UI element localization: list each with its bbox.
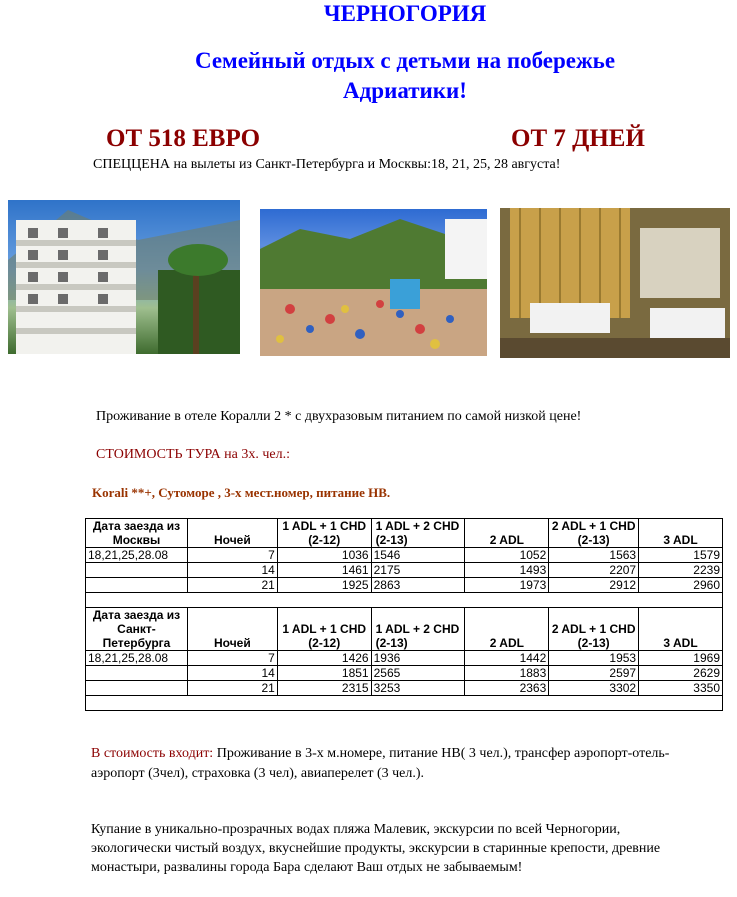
table-cell: 7 (187, 548, 277, 563)
table-row (86, 666, 723, 681)
table-cell: 2207 (549, 563, 639, 578)
table-header-cell: 2 ADL + 1 CHD (2-13) (549, 519, 639, 548)
table-cell: 2912 (549, 578, 639, 593)
table-header-row (86, 608, 723, 651)
table-cell: 1493 (465, 563, 549, 578)
table-header-cell: 1 ADL + 2 CHD (2-13) (371, 608, 465, 651)
table-header-cell: 1 ADL + 1 CHD (2-12) (277, 519, 371, 548)
table-cell: 1426 (277, 651, 371, 666)
table-cell: 1461 (277, 563, 371, 578)
promo-paragraph: Купание в уникально-прозрачных водах пляжа Малевик, экскурсии по всей Черногории, экологически чистый воздух, вкуснейшие продукты, экскурсии в старинные крепости, древние монастыри, развалины города Бара сделают Ваш отдых не забываемым! (91, 822, 661, 875)
table-cell: 3253 (371, 681, 465, 696)
table-cell: 2239 (639, 563, 723, 578)
table-cell: 14 (187, 666, 277, 681)
table-cell: 1579 (639, 548, 723, 563)
table-cell: 2363 (465, 681, 549, 696)
table-cell: 1052 (465, 548, 549, 563)
page-title: ЧЕРНОГОРИЯ (323, 1, 487, 26)
table-cell (86, 563, 188, 578)
table-cell: 1546 (371, 548, 465, 563)
table-cell: 1925 (277, 578, 371, 593)
hotel-room-photo (500, 208, 730, 358)
table-header-row (86, 519, 723, 548)
tour-cost-heading: СТОИМОСТЬ ТУРА на 3х. чел.: (96, 447, 290, 462)
table-header-cell: 2 ADL (465, 519, 549, 548)
hotel-details: **+, Сутоморе , 3-х мест.номер, питание НВ. (128, 485, 391, 500)
hotel-description (92, 485, 390, 501)
table-header-cell: 3 ADL (639, 608, 723, 651)
table-cell: 1953 (549, 651, 639, 666)
table-cell: 1973 (465, 578, 549, 593)
table-blank-row (86, 696, 723, 711)
table-cell (86, 593, 723, 608)
table-cell: 1036 (277, 548, 371, 563)
table-cell: 3302 (549, 681, 639, 696)
special-offer: СПЕЦЦЕНА на вылеты из Санкт-Петербурга и Москвы:18, 21, 25, 28 августа! (93, 157, 561, 172)
subtitle-line-1: Семейный отдых с детьми на побережье (194, 48, 616, 73)
price-includes (91, 744, 691, 784)
table-cell (86, 696, 723, 711)
table-cell: 18,21,25,28.08 (86, 548, 188, 563)
price-includes-label: В стоимость входит: (91, 746, 214, 761)
table-row (86, 548, 723, 563)
table-header-cell: Дата заезда из Санкт-Петербурга (86, 608, 188, 651)
price-table (85, 518, 723, 711)
table-cell: 1936 (371, 651, 465, 666)
beach-photo (260, 209, 487, 356)
table-header-cell: 2 ADL (465, 608, 549, 651)
table-cell: 1883 (465, 666, 549, 681)
table-cell: 14 (187, 563, 277, 578)
table-cell: 2960 (639, 578, 723, 593)
table-cell: 18,21,25,28.08 (86, 651, 188, 666)
table-cell: 1563 (549, 548, 639, 563)
table-header-cell: 1 ADL + 1 CHD (2-12) (277, 608, 371, 651)
table-cell (86, 578, 188, 593)
table-header-cell: 1 ADL + 2 CHD (2-13) (371, 519, 465, 548)
table-cell: 1442 (465, 651, 549, 666)
table-header-cell: Ночей (187, 608, 277, 651)
price-includes-text: Проживание в 3-х м.номере, питание НВ( 3 чел.), трансфер аэропорт-отель-аэропорт (3чел), страховка (3 чел), авиаперелет (3 чел.). (91, 746, 670, 781)
table-header-cell: 2 ADL + 1 CHD (2-13) (549, 608, 639, 651)
table-cell: 7 (187, 651, 277, 666)
table-row (86, 651, 723, 666)
table-row (86, 563, 723, 578)
table-header-cell: Дата заезда из Москвы (86, 519, 188, 548)
table-cell: 1969 (639, 651, 723, 666)
table-row (86, 681, 723, 696)
table-cell: 21 (187, 681, 277, 696)
table-cell: 2565 (371, 666, 465, 681)
table-cell (86, 681, 188, 696)
price-from: ОТ 518 ЕВРО (106, 125, 261, 152)
page-subtitle (0, 46, 737, 106)
table-cell: 2597 (549, 666, 639, 681)
table-cell: 21 (187, 578, 277, 593)
table-cell: 2863 (371, 578, 465, 593)
table-blank-row (86, 593, 723, 608)
table-cell: 2315 (277, 681, 371, 696)
days-from: ОТ 7 ДНЕЙ (511, 125, 645, 152)
table-cell (86, 666, 188, 681)
table-cell: 1851 (277, 666, 371, 681)
table-cell: 2175 (371, 563, 465, 578)
hotel-building-photo (8, 200, 240, 354)
subtitle-line-2: Адриатики! (343, 78, 467, 103)
table-cell: 3350 (639, 681, 723, 696)
table-header-cell: Ночей (187, 519, 277, 548)
accommodation-text: Проживание в отеле Коралли 2 * с двухразовым питанием по самой низкой цене! (96, 409, 582, 424)
table-cell: 2629 (639, 666, 723, 681)
hotel-name: Korali (92, 485, 129, 500)
table-row (86, 578, 723, 593)
table-header-cell: 3 ADL (639, 519, 723, 548)
